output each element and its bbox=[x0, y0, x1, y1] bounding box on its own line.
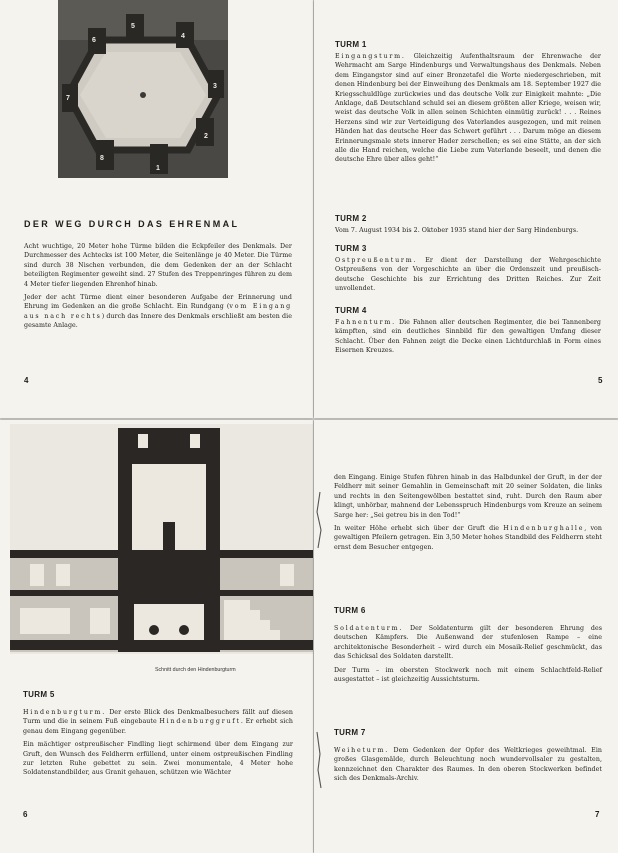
pencil-mark-upper bbox=[314, 490, 324, 550]
turm-1-heading: TURM 1 bbox=[335, 40, 367, 49]
aerial-photo-memorial bbox=[58, 0, 228, 178]
turm-2-text bbox=[335, 226, 601, 235]
photo-label-4: 4 bbox=[181, 33, 185, 40]
turm-1-paragraph bbox=[335, 52, 601, 165]
turm-3-heading: TURM 3 bbox=[335, 244, 367, 253]
turm-5-lead: Hindenburgturm. bbox=[23, 709, 107, 716]
turm-3-lead: Ostpreußenturm. bbox=[335, 257, 418, 264]
figure-caption: Schnitt durch den Hindenburgturm bbox=[155, 667, 236, 673]
page-6 bbox=[0, 420, 313, 853]
turm-7-text bbox=[334, 746, 602, 784]
photo-label-5: 5 bbox=[131, 23, 135, 30]
hall-text-b: , von gewaltigen Pfeilern getragen. Ein 3,50 Meter hohes Standbild des Feldherrn steht ernst dem Besucher entgegen. bbox=[334, 525, 602, 551]
turm-4-heading: TURM 4 bbox=[335, 306, 367, 315]
turm-3-section bbox=[335, 244, 601, 298]
page-4 bbox=[0, 0, 313, 418]
turm-7-section bbox=[334, 728, 602, 788]
turm-5-section bbox=[23, 690, 293, 782]
turm-5-heading: TURM 5 bbox=[23, 690, 55, 699]
turm-7-heading: TURM 7 bbox=[334, 728, 366, 737]
turm-2-section bbox=[335, 214, 601, 239]
turm-6-section bbox=[334, 606, 602, 688]
photo-label-2: 2 bbox=[204, 133, 208, 140]
turm-6-paragraph bbox=[334, 624, 602, 662]
turm-1-lead: Eingangsturm. bbox=[335, 53, 406, 60]
turm-3-body: Er dient der Darstellung der Wehrgeschichte Ostpreußens von der Vorgeschichte an über die Ordenszeit und preußisch-deutsche Geschichte bis zur Errichtung des Dritten Reiches. Zur Zeit unvollendet. bbox=[335, 257, 601, 293]
turm-5-paragraph bbox=[23, 708, 293, 736]
page-number: 7 bbox=[595, 810, 600, 819]
route-text-emph: vom Eingang aus nach rechts bbox=[24, 303, 292, 320]
section-heading: DER WEG DURCH DAS EHRENMAL bbox=[24, 219, 240, 229]
crypt-paragraph: den Eingang. Einige Stufen führen hinab in das Halbdunkel der Gruft, in der der Feldherr mit seiner Gemahlin in Gemeinschaft mit 20 seiner Soldaten, die links und rechts in den Seitengewölben bestattet sind, ruht. Durch den Raum aber klingt, unhörbar, mahnend der Lebensspruch Hindenburgs vom Kreuze an seinem Sarge her: „Sei getreu bis in den Tod!“ bbox=[334, 474, 602, 519]
intro-paragraph: Acht wuchtige, 20 Meter hohe Türme bilden die Eckpfeiler des Denkmals. Der Durchmesser des Achtecks ist 100 Meter, die Seitenlänge je 40 Meter. Die Türme sind durch 38 Nischen verbunden, die dem Gedenken der an der Schlacht beteiligten Regimenter geweiht sind. 27 Stufen des Treppenringes führen zu dem 4 Meter tiefer liegenden Ehrenhof hinab. bbox=[24, 243, 292, 288]
route-text-a: Jeder der acht Türme dient einer besonderen Aufgabe der Erinnerung und Ehrung im Gedenken an die große Schlacht. Ein Rundgang ( bbox=[24, 294, 292, 311]
turm-3-text bbox=[335, 256, 601, 294]
turm-7-body: Dem Gedenken der Opfer des Weltkrieges geweihtmal. Ein großes Glasgemälde, durch Beleuchtung noch wundervollsaler zu gestalten, kennzeichnet den Charakter des Raumes. In den oberen Stockwerken befindet sich des Denkmals-Archiv. bbox=[334, 747, 602, 783]
turm-6-text bbox=[334, 624, 602, 684]
turm-4-body: Die Fahnen aller deutschen Regimenter, die bei Tannenberg kämpften, sind ein deutliches Sinnbild für den gewaltigen Umfang dieser Schlacht. Über den Fahnen zeigt die Decke einen Lichtdurchlaß in Form eines Eisernen Kreuzes. bbox=[335, 319, 601, 355]
turm-1-body: Gleichzeitig Aufenthaltsraum der Ehrenwache der Wehrmacht am Sarge Hindenburgs und Verwaltungshaus des Denkmals. Neben dem Eingangstor sind auf einer Bronzetafel die Worte niedergeschrieben, mit denen Hindenburg bei der Einweihung des Denkmals am 18. September 1927 die Kriegsschuldlüge zurückwies und das deutsche Volk zur Einigkeit mahnte: „Die Anklage, daß Deutschland schuld sei an diesem größten aller Kriege, weisen wir, weist das deutsche Volk in allen seinen Schichten einmütig zurück! . . . Reines Herzens sind wir zur Verteidigung des Vaterlandes ausgezogen, und mit reinen Händen hat das deutsche Heer das Schwert geführt . . . Darum möge an diesem Erinnerungsmale stets innerer Hader zerschellen; es sei eine Stätte, an der sich alle die Hand reichen, welche die Liebe zum Vaterlande beseelt, und denen die deutsche Ehre über alles geht!“ bbox=[335, 53, 601, 164]
page-number: 6 bbox=[23, 810, 28, 819]
turm-4-paragraph bbox=[335, 318, 601, 356]
route-text-c: ) durch das Innere des Denkmals erschließt am besten die gesamte Anlage. bbox=[24, 312, 292, 330]
turm-4-section bbox=[335, 306, 601, 360]
turm-5-continuation bbox=[334, 473, 602, 556]
turm-6-paragraph-2: Der Turm – im obersten Stockwerk noch mit einem Schlachtfeld-Relief ausgestattet – ist gleichzeitig Aussichtsturm. bbox=[334, 666, 602, 684]
turm-6-body: Der Soldatenturm gilt der besonderen Ehrung des deutschen Kämpfers. Die Außenwand der stufenlosen Rampe – eine architektonische Besonderheit – wird durch ein Mosaik-Relief geschmückt, das das Schicksal des Soldaten darstellt. bbox=[334, 625, 602, 661]
page-7 bbox=[314, 420, 618, 853]
turm-6-lead: Soldatenturm. bbox=[334, 625, 404, 632]
turm-4-text bbox=[335, 318, 601, 356]
photo-label-3: 3 bbox=[213, 83, 217, 90]
turm-1-text bbox=[335, 52, 601, 165]
turm-5-text bbox=[23, 708, 293, 778]
page-number: 4 bbox=[24, 376, 29, 385]
turm-5-body-b: . Er erhebt sich genau dem Eingang gegenüber. bbox=[23, 718, 293, 735]
route-paragraph bbox=[24, 293, 292, 331]
hall-paragraph bbox=[334, 524, 602, 552]
turm-5-body-a: Der erste Blick des Denkmalbesuchers fällt auf diesen Turm und die in seinem Fuß eingebaute bbox=[23, 709, 293, 726]
turm-5-paragraph-2: Ein mächtiger ostpreußischer Findling liegt schirmend über dem Eingang zur Gruft, den Wunsch des Feldherrn erfüllend, unter einem ostpreußischen Findling zur letzten Ruhe gebettet zu sein. Zwei monumentale, 4 Meter hohe Soldatenstandbilder, aus Granit gehauen, schützen wie Wächter bbox=[23, 741, 293, 777]
turm-6-heading: TURM 6 bbox=[334, 606, 366, 615]
pencil-mark-lower bbox=[314, 730, 324, 790]
photo-label-6: 6 bbox=[92, 37, 96, 44]
turm-4-lead: Fahnenturm. bbox=[335, 319, 396, 326]
turm-5-emph: Hindenburggruft bbox=[159, 718, 241, 726]
intro-text bbox=[24, 242, 292, 335]
turm-2-body: Vom 7. August 1934 bis 2. Oktober 1935 stand hier der Sarg Hindenburgs. bbox=[335, 227, 579, 234]
photo-label-8: 8 bbox=[100, 155, 104, 162]
page-number: 5 bbox=[598, 376, 603, 385]
photo-label-7: 7 bbox=[66, 95, 70, 102]
page-5 bbox=[314, 0, 618, 418]
turm-7-lead: Weiheturm. bbox=[334, 747, 390, 754]
hall-text-emph: Hindenburghalle bbox=[503, 525, 585, 533]
hall-text-a: In weiter Höhe erhebt sich über der Gruft die bbox=[334, 525, 504, 533]
turm-2-heading: TURM 2 bbox=[335, 214, 367, 223]
tower-section-drawing bbox=[10, 424, 313, 654]
turm-3-paragraph bbox=[335, 256, 601, 294]
turm-1-section bbox=[335, 40, 601, 169]
photo-label-1: 1 bbox=[156, 165, 160, 172]
turm-7-paragraph bbox=[334, 746, 602, 784]
